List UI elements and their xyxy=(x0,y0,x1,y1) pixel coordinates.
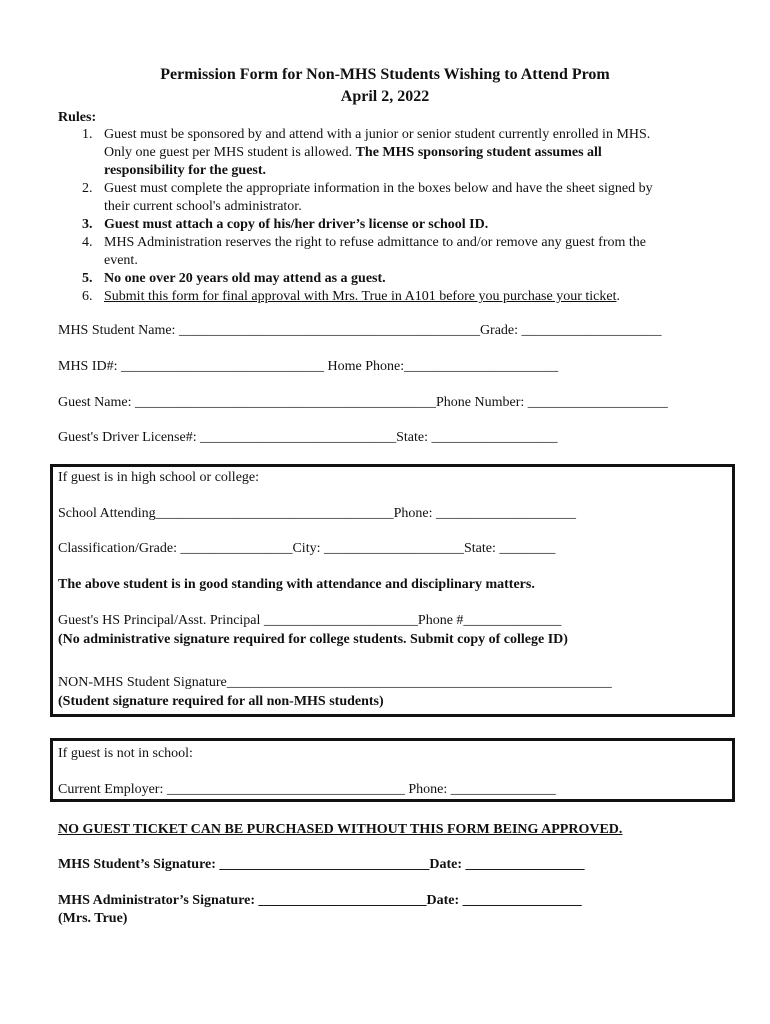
approval-notice: NO GUEST TICKET CAN BE PURCHASED WITHOUT THIS FORM BEING APPROVED. xyxy=(58,822,623,837)
hs-section-heading: If guest is in high school or college: xyxy=(58,470,260,485)
administrator-name-note: (Mrs. True) xyxy=(58,911,128,926)
good-standing-statement: The above student is in good standing with attendance and disciplinary matters. xyxy=(58,577,535,592)
rule-number: 4. xyxy=(82,235,93,250)
rule-text: No one over 20 years old may attend as a guest. xyxy=(104,271,386,286)
rule-number: 2. xyxy=(82,181,93,196)
rule-emphasis: responsibility for the guest. xyxy=(104,163,267,178)
non-mhs-signature-field[interactable]: NON-MHS Student Signature_______________________________________________________ xyxy=(58,675,612,690)
rule-number: 5. xyxy=(82,271,93,286)
rules-heading: Rules: xyxy=(58,110,97,125)
rule-text: Guest must complete the appropriate information in the boxes below and have the sheet signed by xyxy=(104,181,653,196)
form-title: Permission Form for Non-MHS Students Wishing to Attend Prom xyxy=(160,66,610,83)
administrator-signature-field[interactable]: MHS Administrator’s Signature: ________________________Date: _________________ xyxy=(58,893,582,908)
rule-text: Submit this form for final approval with Mrs. True in A101 before you purchase your ticket xyxy=(104,289,617,304)
rule-text: Guest must be sponsored by and attend with a junior or senior student currently enrolled in MHS. xyxy=(104,127,651,142)
mhs-id-field[interactable]: MHS ID#: _____________________________ Home Phone:______________________ xyxy=(58,359,559,374)
guest-name-field[interactable]: Guest Name: ___________________________________________Phone Number: ____________________ xyxy=(58,395,668,410)
rule-number: 6. xyxy=(82,289,93,304)
rule-item-5 xyxy=(82,270,704,288)
rule-text: . xyxy=(616,289,620,304)
rule-item-4 xyxy=(82,234,704,270)
rule-text: their current school's administrator. xyxy=(104,199,302,214)
rule-text: Guest must attach a copy of his/her driver’s license or school ID. xyxy=(104,217,489,232)
rule-item-3 xyxy=(82,216,704,234)
classification-field[interactable]: Classification/Grade: ________________City: ____________________State: ________ xyxy=(58,541,556,556)
employment-heading: If guest is not in school: xyxy=(58,746,193,761)
student-signature-field[interactable]: MHS Student’s Signature: ______________________________Date: _________________ xyxy=(58,857,585,872)
student-name-field[interactable]: MHS Student Name: ___________________________________________Grade: ____________________ xyxy=(58,323,662,338)
drivers-license-field[interactable]: Guest's Driver License#: ____________________________State: __________________ xyxy=(58,430,558,445)
rule-number: 3. xyxy=(82,217,93,232)
rule-item-6 xyxy=(82,288,704,306)
rule-text: event. xyxy=(104,253,138,268)
rule-item-1 xyxy=(82,126,704,180)
rule-text: MHS Administration reserves the right to refuse admittance to and/or remove any guest from the xyxy=(104,235,646,250)
signature-note: (Student signature required for all non-MHS students) xyxy=(58,694,384,709)
school-attending-field[interactable]: School Attending__________________________________Phone: ____________________ xyxy=(58,506,576,521)
current-employer-field[interactable]: Current Employer: __________________________________ Phone: _______________ xyxy=(58,782,556,797)
principal-field[interactable]: Guest's HS Principal/Asst. Principal ______________________Phone #______________ xyxy=(58,613,562,628)
rule-number: 1. xyxy=(82,127,93,142)
rule-text: Only one guest per MHS student is allowed. xyxy=(104,145,353,160)
principal-note: (No administrative signature required for college students. Submit copy of college ID) xyxy=(58,632,568,647)
rule-item-2 xyxy=(82,180,704,216)
rule-emphasis: The MHS sponsoring student assumes all xyxy=(355,145,602,160)
form-date: April 2, 2022 xyxy=(340,88,430,105)
